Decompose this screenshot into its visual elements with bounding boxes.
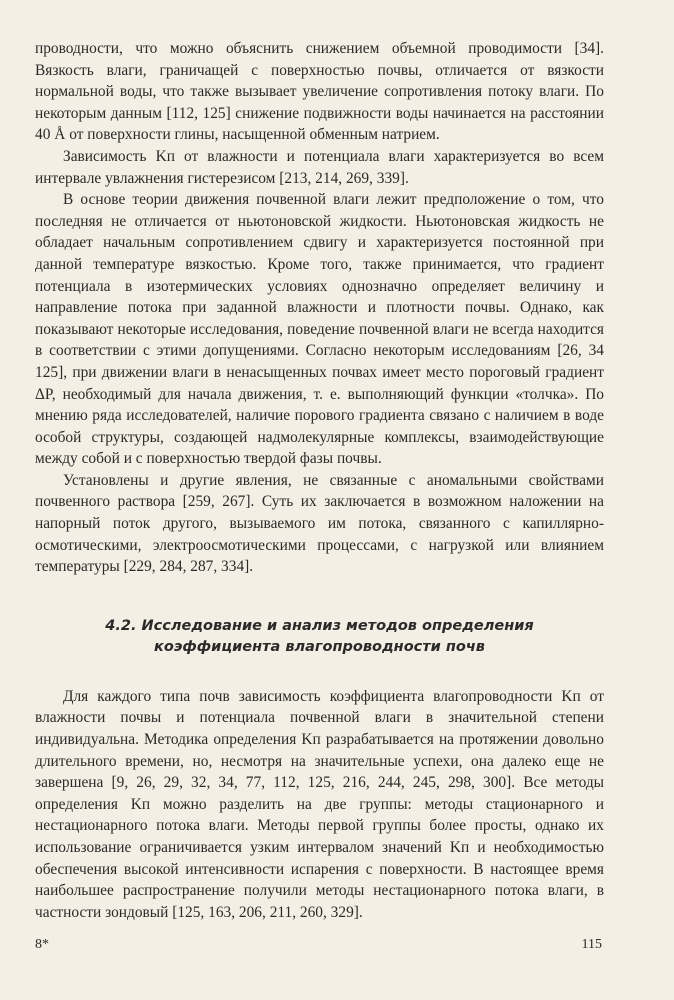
page-footer bbox=[35, 937, 602, 953]
section-heading-line-2: коэффициента влагопроводности почв bbox=[154, 638, 485, 655]
section-heading-line-1: 4.2. Исследование и анализ методов определения bbox=[105, 617, 534, 634]
paragraph-other-phenomena: Установлены и другие явления, не связанные с аномальными свойствами почвенного раствора [259, 267]. Суть их заключается в возможном наложении на напорный поток другого, вызываемого им потока, связанного с капиллярно-осмотическими, электроосмотическими процессами, с нагрузкой или влиянием температуры [229, 284, 287, 334]. bbox=[35, 471, 604, 576]
paragraph-methods: Для каждого типа почв зависимость коэффициента влагопроводности Kп от влажности почвы и потенциала почвенной влаги в значительной степени индивидуальна. Методика определения Kп разрабатывается на протяжении довольно длительного времени, но, несмотря на значительные успехи, она далеко еще не завершена [9, 26, 29, 32, 34, 77, 112, 125, 216, 244, 245, 298, 300]. Все методы определения Kп можно разделить на две группы: методы стационарного и нестационарного потока влаги. Методы первой группы более просты, однако их использование ограничивается узким интервалом значений Kп и необходимостью обеспечения высокой интенсивности испарения с поверхности. В настоящее время наибольшее распространение получили методы нестационарного потока влаги, в частности зондовый [125, 163, 206, 211, 260, 329]. bbox=[35, 687, 604, 921]
paragraph-continuation: проводности, что можно объяснить снижением объемной проводимости [34]. Вязкость влаги, граничащей с поверхностью почвы, отличается от вязкости нормальной воды, что также вызывает увеличение сопротивления потоку влаги. По некоторым данным [112, 125] снижение подвижности воды начинается на расстоянии 40 Å от поверхности глины, насыщенной обменным натрием. bbox=[35, 40, 604, 144]
page-number: 115 bbox=[581, 937, 602, 952]
body-text-bottom bbox=[35, 686, 604, 924]
section-heading bbox=[35, 616, 604, 658]
signature-mark: 8* bbox=[35, 937, 49, 952]
body-text-top bbox=[35, 38, 604, 578]
paragraph-hysteresis: Зависимость Kп от влажности и потенциала влаги характеризуется во всем интервале увлажнения гистерезисом [213, 214, 269, 339]. bbox=[35, 147, 604, 187]
paragraph-theory: В основе теории движения почвенной влаги лежит предположение о том, что последняя не отличается от ньютоновской жидкости. Ньютоновская жидкость не обладает начальным сопротивлением сдвигу и характеризуется постоянной при данной температуре вязкостью. Кроме того, также принимается, что градиент потенциала в изотермических условиях однозначно определяет величину и направление потока при заданной влажности и плотности почвы. Однако, как показывают некоторые исследования, поведение почвенной влаги не всегда находится в соответствии с этими допущениями. Согласно некоторым исследованиям [26, 34 125], при движении влаги в ненасыщенных почвах имеет место пороговый градиент ΔP, необходимый для начала движения, т. е. выполняющий функции «толчка». По мнению ряда исследователей, наличие порового градиента связано с наличием в воде особой структуры, создающей надмолекулярные комплексы, взаимодействующие между собой и с поверхностью твердой фазы почвы. bbox=[35, 191, 604, 468]
